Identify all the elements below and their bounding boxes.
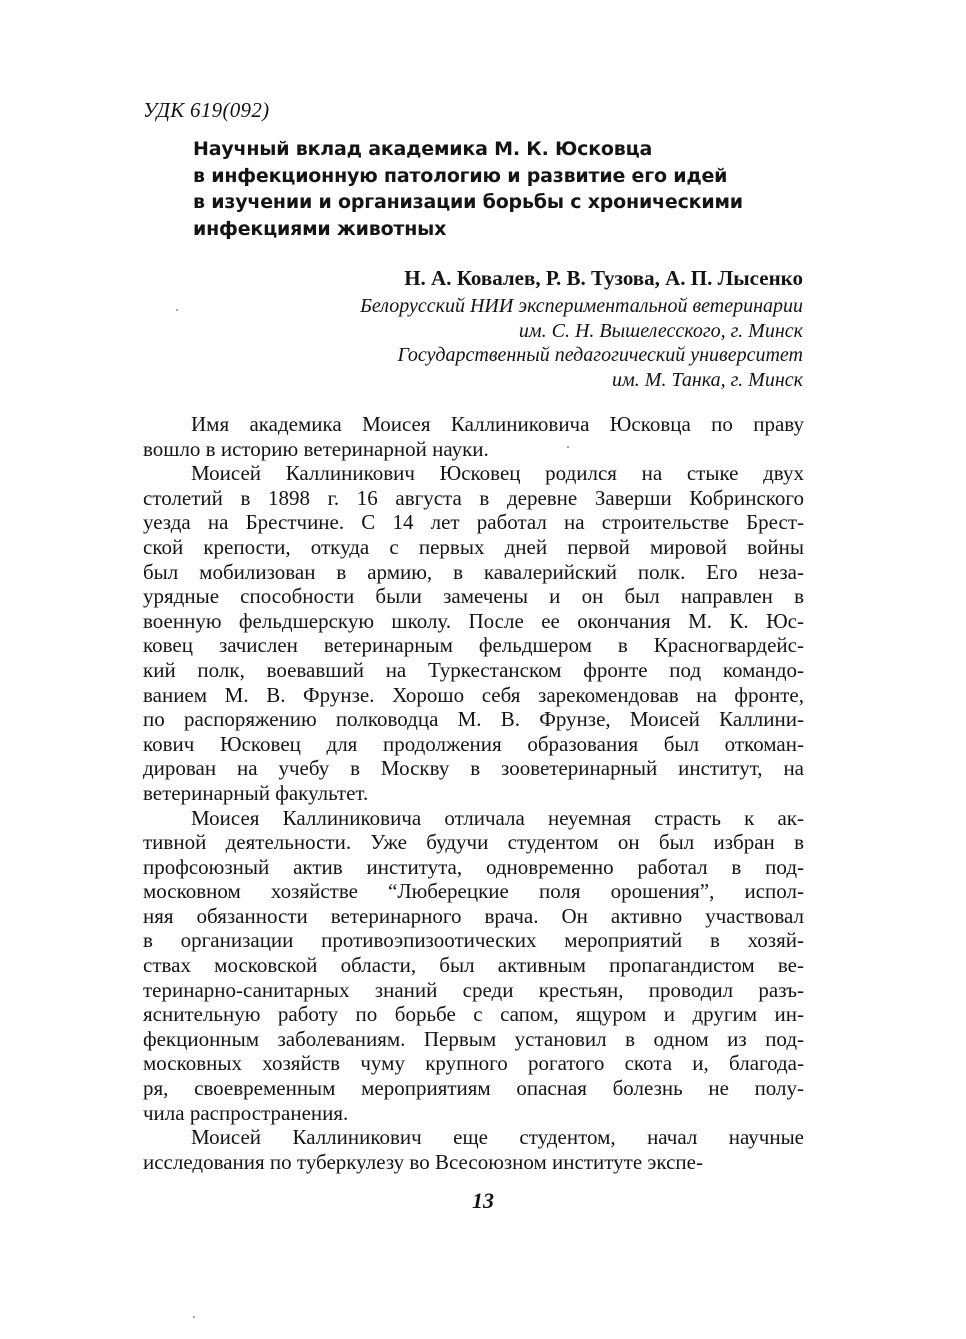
- text-line: урядные способности были замечены и он был направлен в: [143, 584, 804, 609]
- authors: Н. А. Ковалев, Р. В. Тузова, А. П. Лысенко: [404, 266, 803, 290]
- text-line: Моисей Каллиникович еще студентом, начал научные: [191, 1125, 804, 1150]
- paragraph: [143, 461, 804, 805]
- affiliation-line: Белорусский НИИ экспериментальной ветеринарии: [360, 295, 803, 317]
- text-line: московных хозяйств чуму крупного рогатого скота и, благода-: [143, 1051, 804, 1076]
- affiliations: [360, 294, 803, 392]
- paragraph: [143, 1125, 804, 1174]
- text-line: ря, своевременным мероприятиям опасная болезнь не полу-: [143, 1076, 804, 1101]
- text-line: няя обязанности ветеринарного врача. Он активно участвовал: [143, 903, 804, 928]
- text-line: яснительную работу по борьбе с сапом, ящуром и другим ин-: [143, 1002, 804, 1027]
- article-body: [143, 412, 804, 1174]
- article-title: [193, 136, 813, 242]
- text-line: по распоряжению полководца М. В. Фрунзе, Моисей Каллини-: [143, 707, 804, 732]
- text-line: ской крепости, откуда с первых дней первой мировой войны: [143, 534, 804, 559]
- text-line: Моисей Каллиникович Юсковец родился на стыке двух: [191, 461, 804, 486]
- text-line: профсоюзный актив института, одновременно работал в под-: [143, 854, 804, 879]
- text-line: был мобилизован в армию, в кавалерийский полк. Его неза-: [143, 559, 804, 584]
- text-line: кий полк, воевавший на Туркестанском фронте под командо-: [143, 657, 804, 682]
- affiliation-line: Государственный педагогический университет: [397, 344, 803, 366]
- scan-speck: [567, 446, 569, 448]
- title-line: в инфекционную патологию и развитие его идей: [193, 164, 728, 187]
- text-line: уезда на Брестчине. С 14 лет работал на строительстве Брест-: [143, 510, 804, 535]
- text-line: ванием М. В. Фрунзе. Хорошо себя зарекомендовав на фронте,: [143, 682, 804, 707]
- text-line: московном хозяйстве “Люберецкие поля орошения”, испол-: [143, 879, 804, 904]
- text-line: тивной деятельности. Уже будучи студентом он был избран в: [143, 830, 804, 855]
- text-line: ковец зачислен ветеринарным фельдшером в Красногвардейс-: [143, 633, 804, 658]
- title-line: в изучении и организации борьбы с хроническими: [193, 191, 743, 213]
- text-line: ветеринарный факультет.: [143, 780, 369, 805]
- text-line: в организации противоэпизоотических мероприятий в хозяй-: [143, 928, 804, 953]
- text-line: столетий в 1898 г. 16 августа в деревне Заверши Кобринского: [143, 485, 804, 510]
- text-line: кович Юсковец для продолжения образования был откоман-: [143, 731, 804, 756]
- paragraph: [143, 806, 804, 1126]
- affiliation-line: им. М. Танка, г. Минск: [612, 368, 803, 391]
- udk-code: УДК 619(092): [143, 98, 270, 122]
- text-line: теринарно-санитарных знаний среди крестьян, проводил разъ-: [143, 977, 804, 1002]
- text-line: вошло в историю ветеринарной науки.: [143, 436, 489, 461]
- text-line: чила распространения.: [143, 1100, 349, 1125]
- text-line: Моисея Каллиниковича отличала неуемная страсть к ак-: [191, 805, 804, 830]
- text-line: ствах московской области, был активным пропагандистом ве-: [143, 953, 804, 978]
- affiliation-line: им. С. Н. Вышелесского, г. Минск: [518, 319, 803, 342]
- text-line: исследования по туберкулезу во Всесоюзном институте экспе-: [143, 1149, 703, 1174]
- scan-speck: [193, 1316, 195, 1318]
- title-line: Научный вклад академика М. К. Юсковца: [193, 138, 653, 160]
- page-number: 13: [472, 1188, 494, 1213]
- paragraph: [143, 412, 804, 461]
- title-line: инфекциями животных: [193, 217, 447, 240]
- text-line: фекционным заболеваниям. Первым установил в одном из под-: [143, 1026, 804, 1051]
- text-line: военную фельдшерскую школу. После ее окончания М. К. Юс-: [143, 608, 804, 633]
- text-line: Имя академика Моисея Каллиниковича Юсковца по праву: [191, 412, 804, 436]
- text-line: дирован на учебу в Москву в зооветеринарный институт, на: [143, 756, 804, 781]
- scan-speck: [176, 309, 178, 311]
